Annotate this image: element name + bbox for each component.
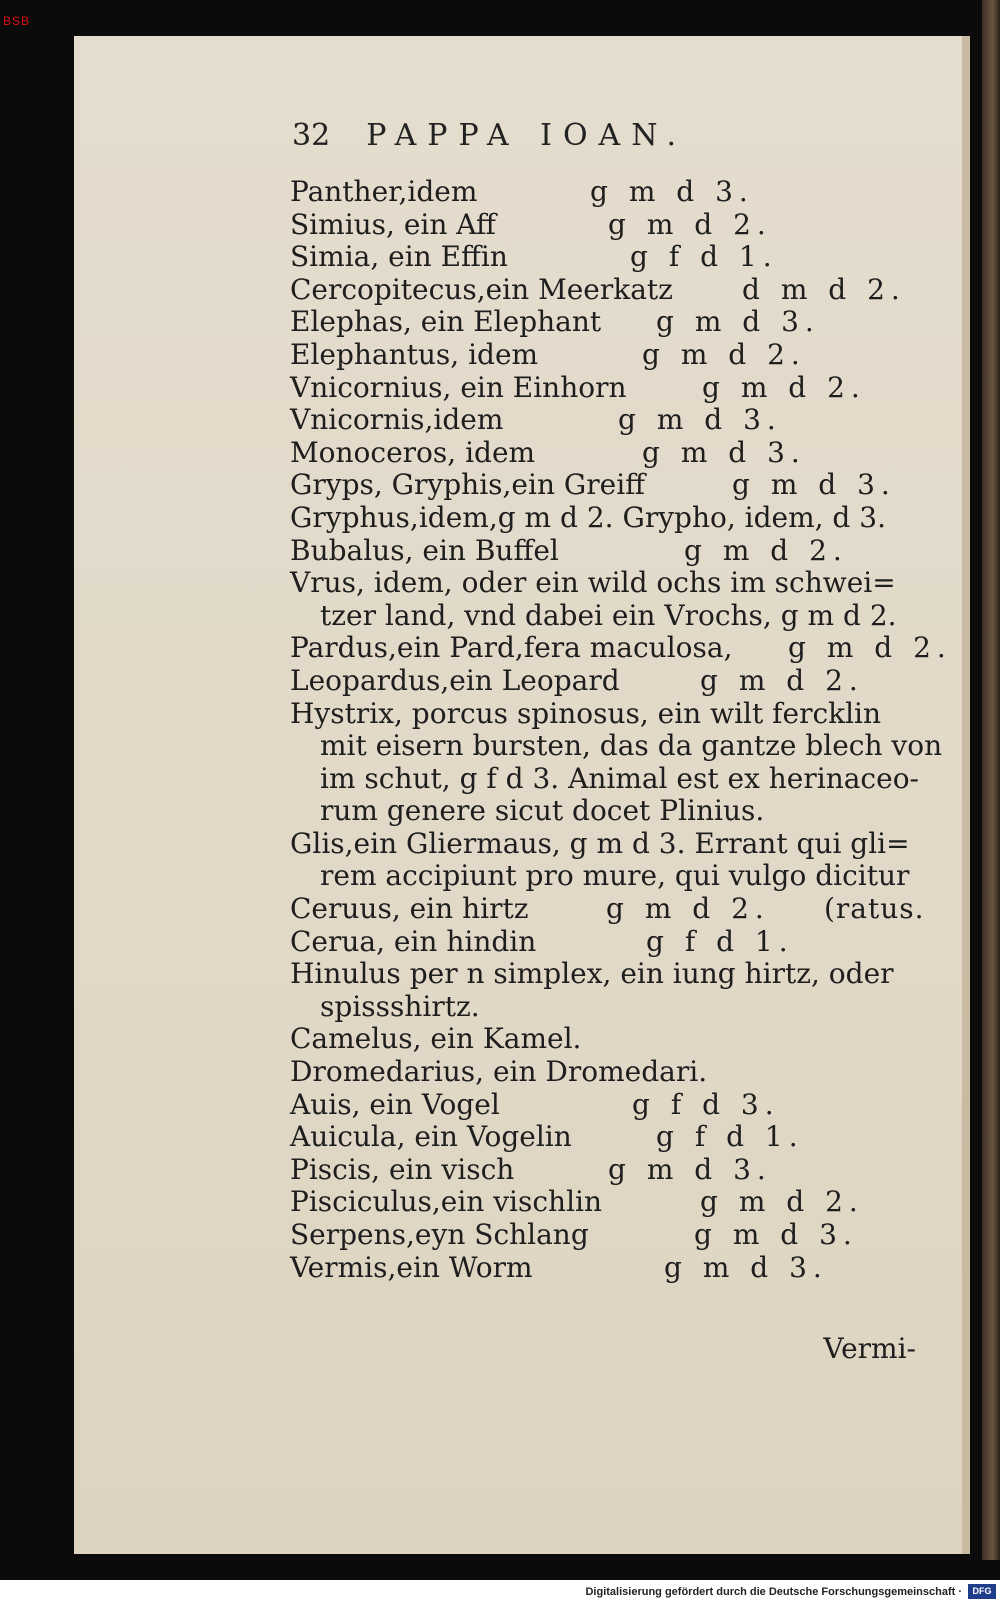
text-line: [290, 600, 930, 633]
entry-text: Vnicornius, ein Einhorn: [290, 370, 627, 404]
text-line: [290, 339, 930, 372]
catchword: Vermi-: [823, 1332, 916, 1365]
entry-text: Panther,idem: [290, 175, 478, 208]
text-line: [290, 828, 930, 861]
text-line: [290, 729, 943, 763]
footer-bar: [0, 1580, 1000, 1606]
grammar-note: g m d 3.: [656, 305, 820, 339]
grammar-note: g f d 1.: [630, 240, 778, 274]
entry-text: Vnicornis,idem: [290, 403, 504, 437]
grammar-note: g m d 2.: [702, 370, 866, 404]
entry-text: Gryphus,idem,g m d 2. Grypho, idem, d 3.: [290, 500, 886, 534]
text-line: [290, 502, 930, 535]
text-line: [290, 991, 930, 1024]
entry-text: Monoceros, idem: [290, 435, 536, 469]
entry-text: tzer land, vnd dabei ein Vrochs, g m d 2.: [320, 598, 897, 632]
text-line: [290, 860, 930, 893]
funding-credit: Digitalisierung gefördert durch die Deutsche Forschungsgemeinschaft ·: [585, 1586, 962, 1598]
entry-text: im schut, g f d 3. Animal est ex herinaceo-: [320, 761, 920, 795]
entry-text: rem accipiunt pro mure, qui vulgo dicitur: [320, 859, 910, 893]
entry-text: Vermis,ein Worm: [290, 1250, 533, 1284]
grammar-note: g f d 1.: [646, 924, 794, 958]
grammar-note: g m d 2.: [700, 663, 864, 697]
grammar-note: g f d 3.: [632, 1087, 780, 1121]
entry-text: Auis, ein Vogel: [290, 1087, 500, 1121]
grammar-note: g f d 1.: [656, 1120, 804, 1154]
text-line: [290, 437, 930, 470]
text-line: [290, 404, 930, 437]
text-line: [290, 665, 930, 698]
running-title: PAPPA IOAN.: [366, 118, 688, 153]
entry-text: Pisciculus,ein vischlin: [290, 1185, 603, 1219]
entry-text: Vrus, idem, oder ein wild ochs im schwei=: [290, 566, 896, 600]
text-line: [290, 631, 952, 665]
grammar-note: g m d 2.: [700, 1185, 864, 1219]
text-line: [290, 1056, 930, 1089]
grammar-note: g m d 2.: [606, 892, 770, 926]
text-line: [290, 926, 930, 959]
grammar-note: g m d 3.: [732, 468, 896, 502]
text-line: [290, 469, 930, 502]
entry-text: Bubalus, ein Buffel: [290, 533, 559, 567]
grammar-note: g m d 3.: [590, 175, 754, 208]
text-line: [290, 1121, 930, 1154]
text-line: [290, 306, 930, 339]
grammar-note: g m d 3.: [694, 1218, 858, 1251]
text-line: [290, 372, 930, 405]
grammar-note: g m d 3.: [664, 1250, 828, 1284]
text-line: [290, 1252, 930, 1285]
text-line: [290, 535, 930, 568]
text-line: [290, 274, 930, 307]
entry-text: rum genere sicut docet Plinius.: [320, 794, 765, 828]
text-line: [290, 795, 930, 828]
entry-text: Elephantus, idem: [290, 337, 539, 371]
entry-text: Elephas, ein Elephant: [290, 305, 602, 339]
line-tail: (ratus.: [824, 892, 925, 926]
text-line: [290, 1186, 930, 1219]
entry-text: Cerua, ein hindin: [290, 924, 537, 958]
entry-text: Hystrix, porcus spinosus, ein wilt fercklin: [290, 696, 882, 730]
grammar-note: g m d 3.: [642, 435, 806, 469]
text-line: [290, 893, 930, 926]
entry-text: Dromedarius, ein Dromedari.: [290, 1055, 708, 1089]
entry-text: Serpens,eyn Schlang: [290, 1218, 589, 1251]
grammar-note: g m d 2.: [684, 533, 848, 567]
entry-text: Piscis, ein visch: [290, 1152, 515, 1186]
text-line: [290, 176, 930, 209]
entry-text: Simius, ein Aff: [290, 207, 496, 241]
text-line: [290, 567, 930, 600]
entry-text: Hinulus per n simplex, ein iung hirtz, oder: [290, 957, 894, 991]
text-line: [290, 1089, 930, 1122]
entry-text: Gryps, Gryphis,ein Greiff: [290, 468, 646, 502]
entry-text: Leopardus,ein Leopard: [290, 663, 620, 697]
entry-text: Glis,ein Gliermaus, g m d 3. Errant qui gli=: [290, 826, 910, 860]
grammar-note: g m d 3.: [608, 1152, 772, 1186]
text-line: [290, 763, 930, 796]
text-line: [290, 209, 930, 242]
entry-text: Auicula, ein Vogelin: [290, 1120, 572, 1154]
text-line: [290, 1154, 930, 1187]
page-edge: [982, 0, 1000, 1560]
entry-text: Pardus,ein Pard,fera maculosa,: [290, 631, 733, 665]
grammar-note: g m d 2.: [788, 631, 952, 665]
entry-text: spissshirtz.: [320, 989, 480, 1023]
text-line: [290, 698, 930, 731]
entry-text: Ceruus, ein hirtz: [290, 892, 529, 926]
entry-text: Simia, ein Effin: [290, 240, 508, 274]
text-line: [290, 241, 930, 274]
entry-text: Cercopitecus,ein Meerkatz: [290, 272, 673, 306]
page-text: [290, 175, 952, 1284]
grammar-note: g m d 2.: [608, 207, 772, 241]
page-number: 32: [292, 118, 331, 153]
text-line: [290, 1023, 930, 1056]
grammar-note: g m d 3.: [618, 403, 782, 437]
entry-text: mit eisern bursten, das da gantze blech von: [320, 729, 943, 763]
bsb-corner-mark: BSB: [3, 14, 31, 28]
text-line: [290, 1219, 930, 1252]
entry-text: Camelus, ein Kamel.: [290, 1022, 582, 1056]
running-header: [292, 118, 687, 153]
grammar-note: g m d 2.: [642, 337, 806, 371]
grammar-note: d m d 2.: [742, 272, 906, 306]
dfg-logo: DFG: [968, 1584, 996, 1599]
book-page: [74, 36, 970, 1554]
text-line: [290, 958, 930, 991]
